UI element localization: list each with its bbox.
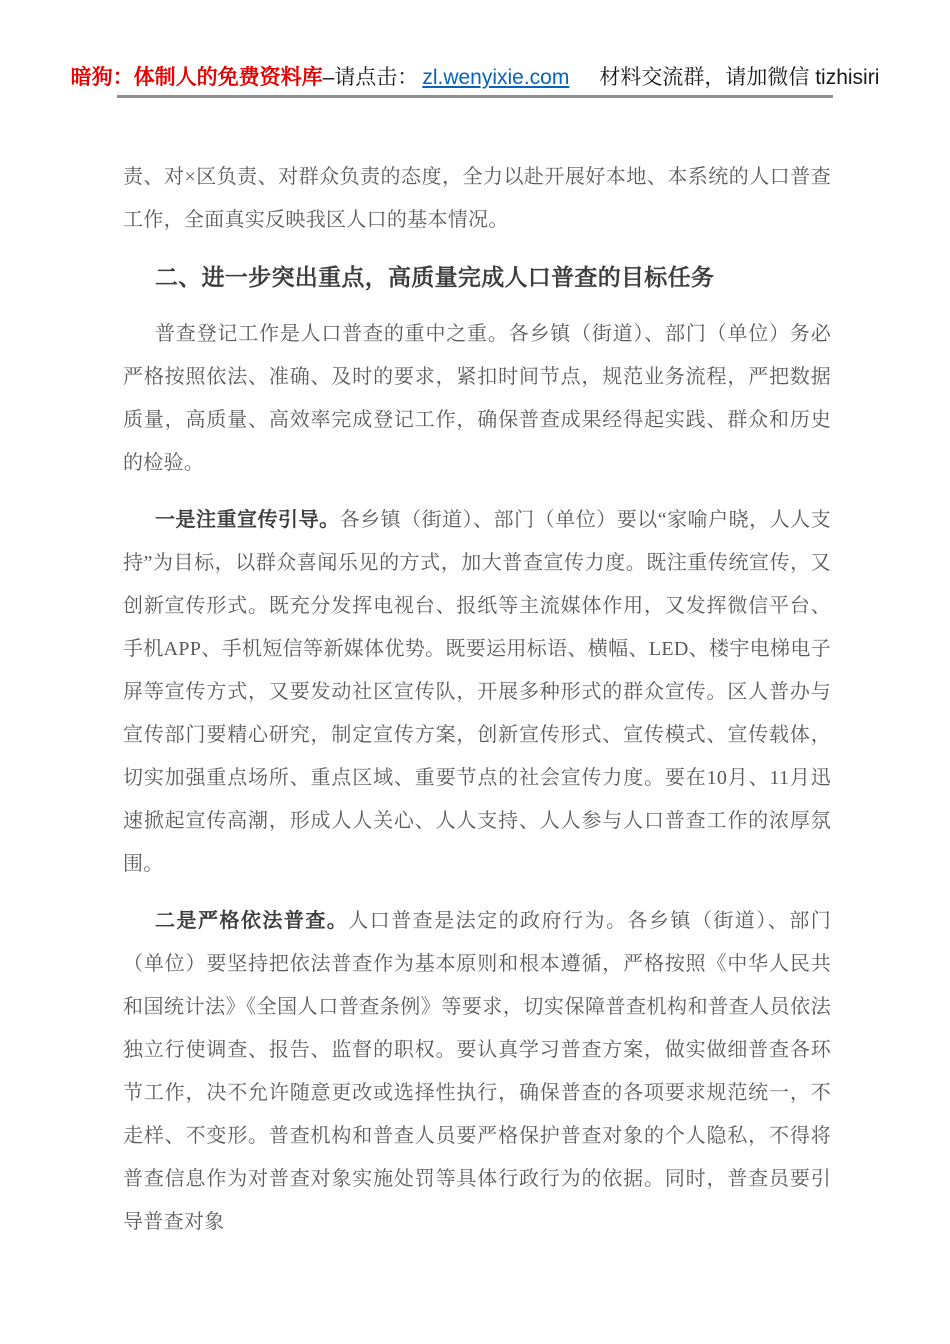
paragraph-continuation: 责、对×区负责、对群众负责的态度，全力以赴开展好本地、本系统的人口普查工作，全面真实反映我区人口的基本情况。 <box>123 166 831 231</box>
header-divider-rule <box>117 95 833 98</box>
paragraph-census-registration: 普查登记工作是人口普查的重中之重。各乡镇（街道）、部门（单位）务必严格按照依法、准确、及时的要求，紧扣时间节点，规范业务流程，严把数据质量，高质量、高效率完成登记工作，确保普查成果经得起实践、群众和历史的检验。 <box>123 323 831 474</box>
paragraph-lawful-census <box>123 900 831 1244</box>
paragraph-lead-1: 一是注重宣传引导。 <box>155 509 340 531</box>
promo-site-name: 暗狗：体制人的免费资料库 <box>70 66 323 89</box>
promo-group-note: 材料交流群，请加微信 tizhisiri <box>599 66 880 89</box>
section-heading: 二、进一步突出重点，高质量完成人口普查的目标任务 <box>155 264 715 290</box>
paragraph-publicity-guidance <box>123 499 831 886</box>
promo-dash: – <box>322 66 335 89</box>
promo-link[interactable]: zl.wenyixie.com <box>422 66 570 89</box>
paragraph-body-2: 人口普查是法定的政府行为。各乡镇（街道）、部门（单位）要坚持把依法普查作为基本原则和根本遵循，严格按照《中华人民共和国统计法》《全国人口普查条例》等要求，切实保障普查机构和普查人员依法独立行使调查、报告、监督的职权。要认真学习普查方案，做实做细普查各环节工作，决不允许随意更改或选择性执行，确保普查的各项要求规范统一，不走样、不变形。普查机构和普查人员要严格保护普查对象的个人隐私，不得将普查信息作为对普查对象实施处罚等具体行政行为的依据。同时，普查员要引导普查对象 <box>123 910 831 1233</box>
document-body <box>123 156 831 1258</box>
paragraph-body-1: 各乡镇（街道）、部门（单位）要以“家喻户晓，人人支持”为目标，以群众喜闻乐见的方式，加大普查宣传力度。既注重传统宣传，又创新宣传形式。既充分发挥电视台、报纸等主流媒体作用，又发挥微信平台、手机APP、手机短信等新媒体优势。既要运用标语、横幅、LED、楼宇电梯电子屏等宣传方式，又要发动社区宣传队，开展多种形式的群众宣传。区人普办与宣传部门要精心研究，制定宣传方案，创新宣传形式、宣传模式、宣传载体，切实加强重点场所、重点区域、重要节点的社会宣传力度。要在10月、11月迅速掀起宣传高潮，形成人人关心、人人支持、人人参与人口普查工作的浓厚氛围。 <box>123 509 831 875</box>
paragraph-lead-2: 二是严格依法普查。 <box>155 910 349 932</box>
promo-click-label: 请点击： <box>334 66 419 89</box>
promo-header <box>0 62 950 94</box>
